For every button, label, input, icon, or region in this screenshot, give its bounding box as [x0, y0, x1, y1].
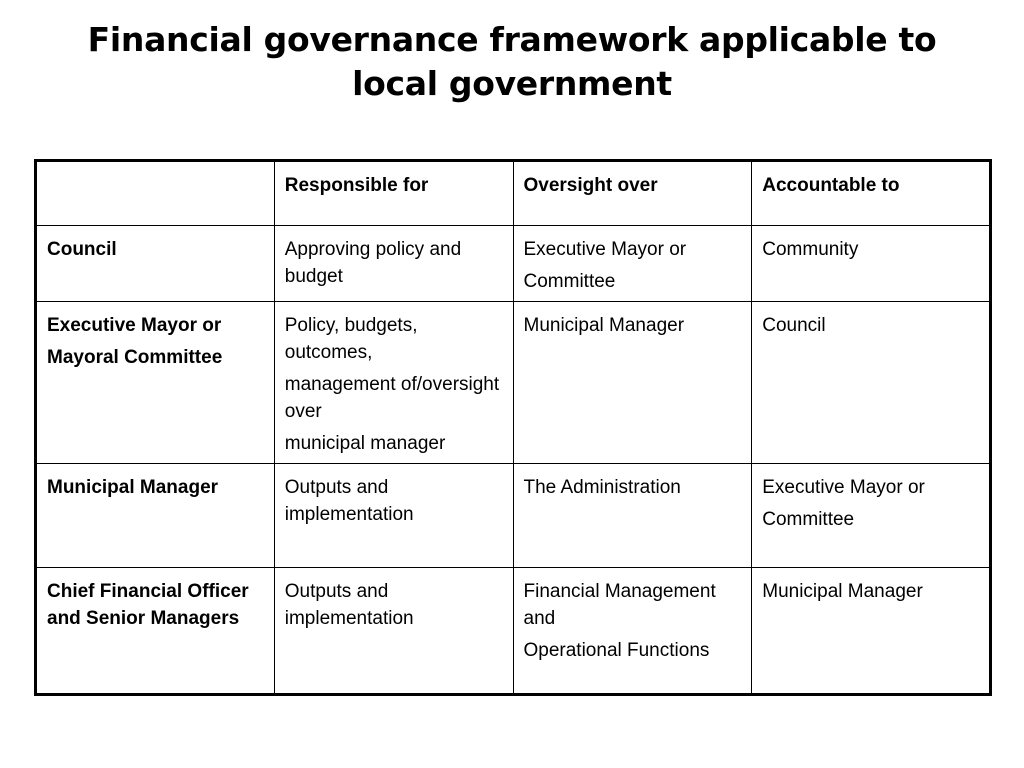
role-text: Chief Financial Officer and Senior Managers	[47, 581, 249, 629]
role-text: Municipal Manager	[47, 477, 219, 498]
header-cell-accountable-to: Accountable to	[752, 161, 991, 226]
oversight-over-text: Financial Management and	[523, 581, 716, 629]
oversight-over-cell	[513, 568, 752, 695]
accountable-to-text: Committee	[762, 509, 855, 530]
accountable-to-cell	[752, 226, 991, 302]
responsible-for-text: Outputs and implementation	[284, 581, 414, 629]
oversight-over-cell	[513, 226, 752, 302]
accountable-to-text: Municipal Manager	[762, 581, 923, 602]
oversight-over-text: The Administration	[523, 477, 681, 498]
oversight-over-text: Operational Functions	[523, 640, 710, 661]
accountable-to-text: Executive Mayor or	[762, 477, 925, 498]
header-cell-oversight-over: Oversight over	[513, 161, 752, 226]
responsible-for-cell	[274, 302, 513, 464]
slide-title-line-2: local government	[352, 64, 672, 103]
responsible-for-cell	[274, 568, 513, 695]
table-row-municipal-manager	[36, 464, 991, 568]
oversight-over-cell	[513, 464, 752, 568]
oversight-over-text: Committee	[523, 271, 616, 292]
table-header-row	[36, 161, 991, 226]
header-cell-responsible-for: Responsible for	[274, 161, 513, 226]
responsible-for-cell	[274, 464, 513, 568]
accountable-to-cell	[752, 568, 991, 695]
role-cell	[36, 226, 275, 302]
table-row-executive-mayor	[36, 302, 991, 464]
oversight-over-text: Executive Mayor or	[523, 239, 687, 260]
accountable-to-text: Council	[762, 315, 826, 336]
responsible-for-cell	[274, 226, 513, 302]
accountable-to-text: Community	[762, 239, 859, 260]
responsible-for-text: Policy, budgets, outcomes,	[284, 315, 418, 363]
role-cell	[36, 302, 275, 464]
table-row-chief-financial-officer	[36, 568, 991, 695]
role-cell	[36, 464, 275, 568]
oversight-over-cell	[513, 302, 752, 464]
slide-title-line-1: Financial governance framework applicable to	[87, 20, 937, 59]
role-text: Council	[47, 239, 117, 260]
role-text: Mayoral Committee	[47, 347, 223, 368]
responsible-for-text: Approving policy and budget	[284, 239, 462, 287]
oversight-over-text: Municipal Manager	[523, 315, 685, 336]
accountable-to-cell	[752, 464, 991, 568]
table-row-council	[36, 226, 991, 302]
header-cell-empty	[36, 161, 275, 226]
role-text: Executive Mayor or	[47, 315, 222, 336]
accountable-to-cell	[752, 302, 991, 464]
slide-title	[40, 18, 984, 106]
responsible-for-text: Outputs and implementation	[284, 477, 414, 525]
role-cell	[36, 568, 275, 695]
governance-framework-table	[34, 159, 992, 696]
responsible-for-text: management of/oversight over	[284, 374, 500, 422]
responsible-for-text: municipal manager	[284, 433, 446, 454]
